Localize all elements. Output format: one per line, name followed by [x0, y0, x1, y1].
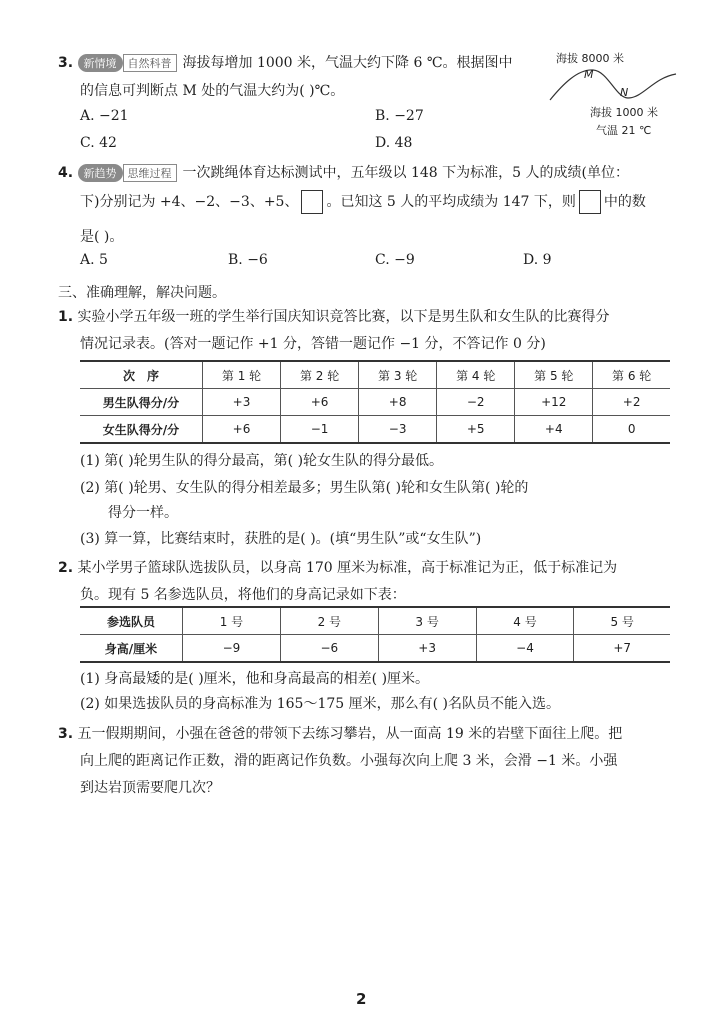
q3-option-c: C. 42 [80, 135, 117, 151]
score-header-cell: 第 2 轮 [281, 361, 359, 389]
p2-sub2: (2) 如果选拔队员的身高标准为 165～175 厘米，那么有( )名队员不能入选。 [80, 696, 560, 712]
q3-number: 3. [58, 55, 74, 71]
girls-score-cell: 0 [593, 416, 670, 444]
height-value-cell: −9 [183, 635, 281, 663]
height-row-label: 身高/厘米 [80, 635, 183, 663]
q3-text-line2: 的信息可判断点 M 处的气温大约为( )℃。 [80, 83, 345, 99]
q4-blank-box-1 [301, 190, 323, 214]
boys-score-cell: −2 [437, 389, 515, 416]
p2-text-line1: 某小学男子篮球队选拔队员，以身高 170 厘米为标准，高于标准记为正，低于标准记为 [77, 560, 618, 576]
q4-option-b: B. −6 [228, 252, 268, 268]
height-table [80, 606, 670, 663]
height-value-cell: −6 [280, 635, 378, 663]
boys-score-cell: +8 [359, 389, 437, 416]
q3-option-b: B. −27 [375, 108, 424, 124]
score-header-cell: 次 序 [80, 361, 203, 389]
q4-option-d: D. 9 [523, 252, 552, 268]
girls-score-cell: −3 [359, 416, 437, 444]
score-header-cell: 第 6 轮 [593, 361, 670, 389]
q4-blank-box-2 [579, 190, 601, 214]
height-value-cell: +7 [574, 635, 670, 663]
boys-row-label: 男生队得分/分 [80, 389, 203, 416]
q4-text-line2a: 下)分别记为 +4、−2、−3、+5、 [80, 194, 299, 210]
girls-row-label: 女生队得分/分 [80, 416, 203, 444]
q4-line1 [58, 162, 629, 182]
height-header-cell: 3 号 [378, 607, 476, 635]
q4-text-line3: 是( )。 [80, 229, 124, 245]
q4-line2 [80, 190, 646, 214]
mountain-top-label: 海拔 8000 米 [556, 52, 624, 65]
mountain-outline [550, 70, 676, 100]
q3-option-d: D. 48 [375, 135, 413, 151]
p2-text-line2: 负。现有 5 名参选队员，将他们的身高记录如下表： [80, 587, 406, 603]
q4-text-line2c: 中的数 [603, 194, 646, 210]
p1-sub2b: 得分一样。 [108, 505, 178, 521]
girls-score-cell: +4 [515, 416, 593, 444]
height-value-cell: −4 [476, 635, 574, 663]
girls-score-cell: −1 [281, 416, 359, 444]
boys-score-cell: +2 [593, 389, 670, 416]
height-header-cell: 参选队员 [80, 607, 183, 635]
score-table-girls-row [80, 416, 670, 444]
p2-line1 [58, 557, 617, 577]
score-table-header-row [80, 361, 670, 389]
point-n-label: N [620, 86, 629, 99]
section3-title: 三、准确理解，解决问题。 [58, 285, 226, 301]
p1-text-line2: 情况记录表。(答对一题记作 +1 分，答错一题记作 −1 分，不答记作 0 分) [80, 336, 546, 352]
p3-line1 [58, 723, 622, 743]
p2-number: 2. [58, 560, 74, 576]
p1-line1 [58, 306, 610, 326]
score-header-cell: 第 3 轮 [359, 361, 437, 389]
q4-option-a: A. 5 [80, 252, 108, 268]
score-table-boys-row [80, 389, 670, 416]
q3-text-line1: 海拔每增加 1000 米，气温大约下降 6 ℃。根据图中 [182, 55, 513, 71]
mountain-figure [548, 64, 678, 104]
score-table [80, 360, 670, 444]
score-header-cell: 第 1 轮 [203, 361, 281, 389]
q3-line1 [58, 52, 513, 72]
q4-text-line1: 一次跳绳体育达标测试中，五年级以 148 下为标准，5 人的成绩(单位： [182, 165, 629, 181]
boys-score-cell: +12 [515, 389, 593, 416]
q4-text-line2b: 。已知这 5 人的平均成绩为 147 下，则 [326, 194, 576, 210]
p1-sub3: (3) 算一算，比赛结束时，获胜的是( )。(填“男生队”或“女生队”) [80, 531, 482, 547]
point-m-label: M [584, 68, 594, 81]
mountain-bottom-label2: 气温 21 ℃ [596, 124, 652, 137]
height-header-cell: 1 号 [183, 607, 281, 635]
p1-text-line1: 实验小学五年级一班的学生举行国庆知识竞答比赛，以下是男生队和女生队的比赛得分 [77, 309, 610, 325]
q3-tag-science: 自然科普 [123, 54, 177, 72]
p3-text-line3: 到达岩顶需要爬几次？ [80, 780, 220, 796]
p2-sub1: (1) 身高最矮的是( )厘米，他和身高最高的相差( )厘米。 [80, 671, 430, 687]
height-header-cell: 2 号 [280, 607, 378, 635]
boys-score-cell: +3 [203, 389, 281, 416]
girls-score-cell: +5 [437, 416, 515, 444]
p1-sub1: (1) 第( )轮男生队的得分最高，第( )轮女生队的得分最低。 [80, 453, 444, 469]
height-value-cell: +3 [378, 635, 476, 663]
height-table-value-row [80, 635, 670, 663]
p1-sub2a: (2) 第( )轮男、女生队的得分相差最多；男生队第( )轮和女生队第( )轮的 [80, 480, 529, 496]
q4-tag-new-trend: 新趋势 [78, 164, 123, 182]
mountain-bottom-label1: 海拔 1000 米 [590, 106, 658, 119]
q3-tag-new-context: 新情境 [78, 54, 123, 72]
q4-option-c: C. −9 [375, 252, 415, 268]
score-header-cell: 第 5 轮 [515, 361, 593, 389]
p3-number: 3. [58, 726, 74, 742]
p3-text-line2: 向上爬的距离记作正数，滑的距离记作负数。小强每次向上爬 3 米，会滑 −1 米。小强 [80, 753, 618, 769]
p3-text-line1: 五一假期期间，小强在爸爸的带领下去练习攀岩，从一面高 19 米的岩壁下面往上爬。把 [77, 726, 623, 742]
height-header-cell: 4 号 [476, 607, 574, 635]
page-number: 2 [356, 990, 367, 1008]
p1-number: 1. [58, 309, 74, 325]
girls-score-cell: +6 [203, 416, 281, 444]
height-header-cell: 5 号 [574, 607, 670, 635]
boys-score-cell: +6 [281, 389, 359, 416]
height-table-header-row [80, 607, 670, 635]
score-header-cell: 第 4 轮 [437, 361, 515, 389]
q4-number: 4. [58, 165, 74, 181]
q4-tag-thinking: 思维过程 [123, 164, 177, 182]
q3-option-a: A. −21 [80, 108, 129, 124]
